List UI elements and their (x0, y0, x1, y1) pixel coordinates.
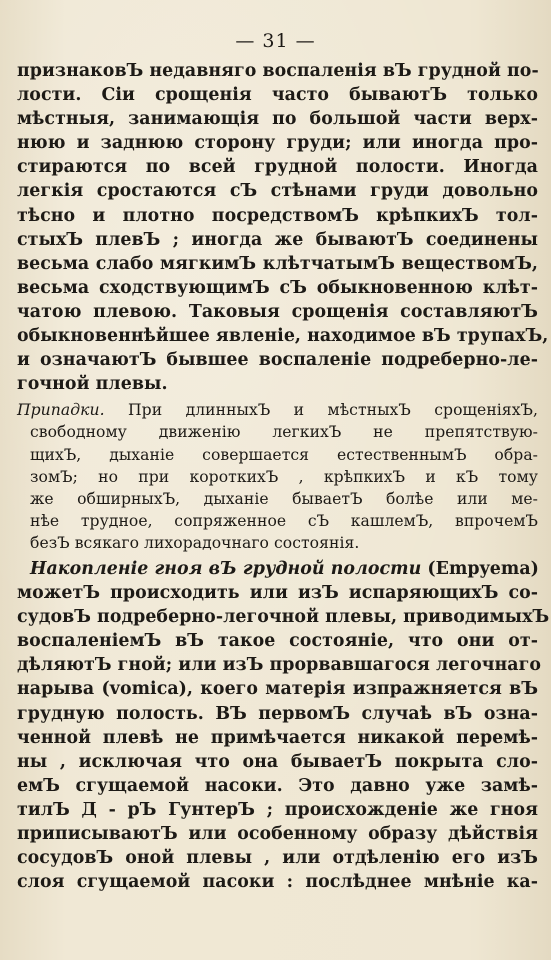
text-span: При длинныхЪ и мѣстныхЪ срощеніяхЪ, (104, 401, 538, 420)
text-line: воспаленіемЪ вЪ такое состояніе, что они от- (17, 631, 538, 652)
text-line: стыхЪ плевЪ ; иногда же бываютЪ соединены (17, 229, 538, 250)
text-line: нѣе трудное, сопряженное сЪ кашлемЪ, впрочемЪ (30, 511, 538, 530)
text-span: (Empyema) (421, 558, 539, 579)
text-line: тилЪ Д - рЪ ГунтерЪ ; происхожденіе же гноя (17, 799, 538, 820)
text-line: слоя сгущаемой пасоки : послѣднее мнѣніе ка- (17, 872, 538, 893)
text-line: безЪ всякаго лихорадочнаго состоянія. (30, 533, 360, 552)
text-line: весьма сходствующимЪ сЪ обыкновенною клѣт- (17, 277, 538, 298)
text-line: мѣстныя, занимающія по большой части верх- (17, 109, 538, 130)
section-heading: Накопленіе гноя вЪ грудной полости (30, 558, 422, 579)
text-line: судовЪ подреберно-легочной плевы, приводимыхЪ (17, 607, 550, 628)
text-line: приписываютЪ или особенному образу дѣйствія (17, 824, 538, 844)
text-line: чатою плевою. Таковыя срощенія составляютЪ (17, 301, 538, 322)
page-number: — 31 — (235, 30, 316, 52)
paragraph-empyema (17, 557, 550, 894)
text-line: нарыва (vomica), коего матерія изпражняется вЪ (17, 679, 538, 700)
text-line: нюю и заднюю сторону груди; или иногда про- (17, 133, 538, 154)
text-line: и означаютЪ бывшее воспаленіе подреберно-ле- (17, 350, 538, 371)
section-heading: Припадки. (17, 401, 105, 420)
paragraph-symptoms (17, 399, 538, 554)
page-text (17, 59, 550, 894)
text-line: весьма слабо мягкимЪ клѣтчатымЪ веществомЪ, (17, 253, 538, 274)
text-line (17, 399, 538, 421)
text-line: дѣляютЪ гной; или изЪ прорвавшагося легочнаго (17, 655, 541, 676)
text-line: обыкновеннѣйшее явленіе, находимое вЪ трупахЪ, (17, 326, 549, 347)
text-line: же обширныхЪ, дыханіе бываетЪ болѣе или ме- (30, 489, 538, 508)
text-line: легкія сростаются сЪ стѣнами груди довольно (17, 181, 538, 202)
text-line: щихЪ, дыханіе совершается естественнымЪ обра- (30, 445, 538, 464)
text-line: гочной плевы. (17, 374, 168, 395)
text-line (17, 557, 538, 581)
paragraph-adhesions (17, 59, 549, 396)
text-line: можетЪ происходить или изЪ испаряющихЪ со- (17, 583, 538, 604)
text-line: лости. Сіи срощенія часто бываютЪ только (17, 85, 538, 106)
text-line: сосудовЪ оной плевы , или отдѣленію его изЪ (17, 848, 538, 869)
text-line: свободному движенію легкихЪ не препятствую- (30, 423, 538, 442)
text-line: емЪ сгущаемой насоки. Это давно уже замѣ- (17, 775, 538, 796)
text-line: грудную полость. ВЪ первомЪ случаѣ вЪ озна- (17, 703, 538, 724)
text-line: признаковЪ недавняго воспаленія вЪ грудной по- (17, 61, 539, 81)
text-line: ны , исключая что она бываетЪ покрыта сло- (17, 751, 538, 772)
text-line: стираются по всей грудной полости. Иногда (17, 157, 538, 178)
text-line: тѣсно и плотно посредствомЪ крѣпкихЪ тол- (17, 205, 538, 226)
text-line: ченной плевѣ не примѣчается никакой перемѣ- (17, 727, 538, 748)
text-line: зомЪ; но при короткихЪ , крѣпкихЪ и кЪ тому (30, 467, 538, 486)
